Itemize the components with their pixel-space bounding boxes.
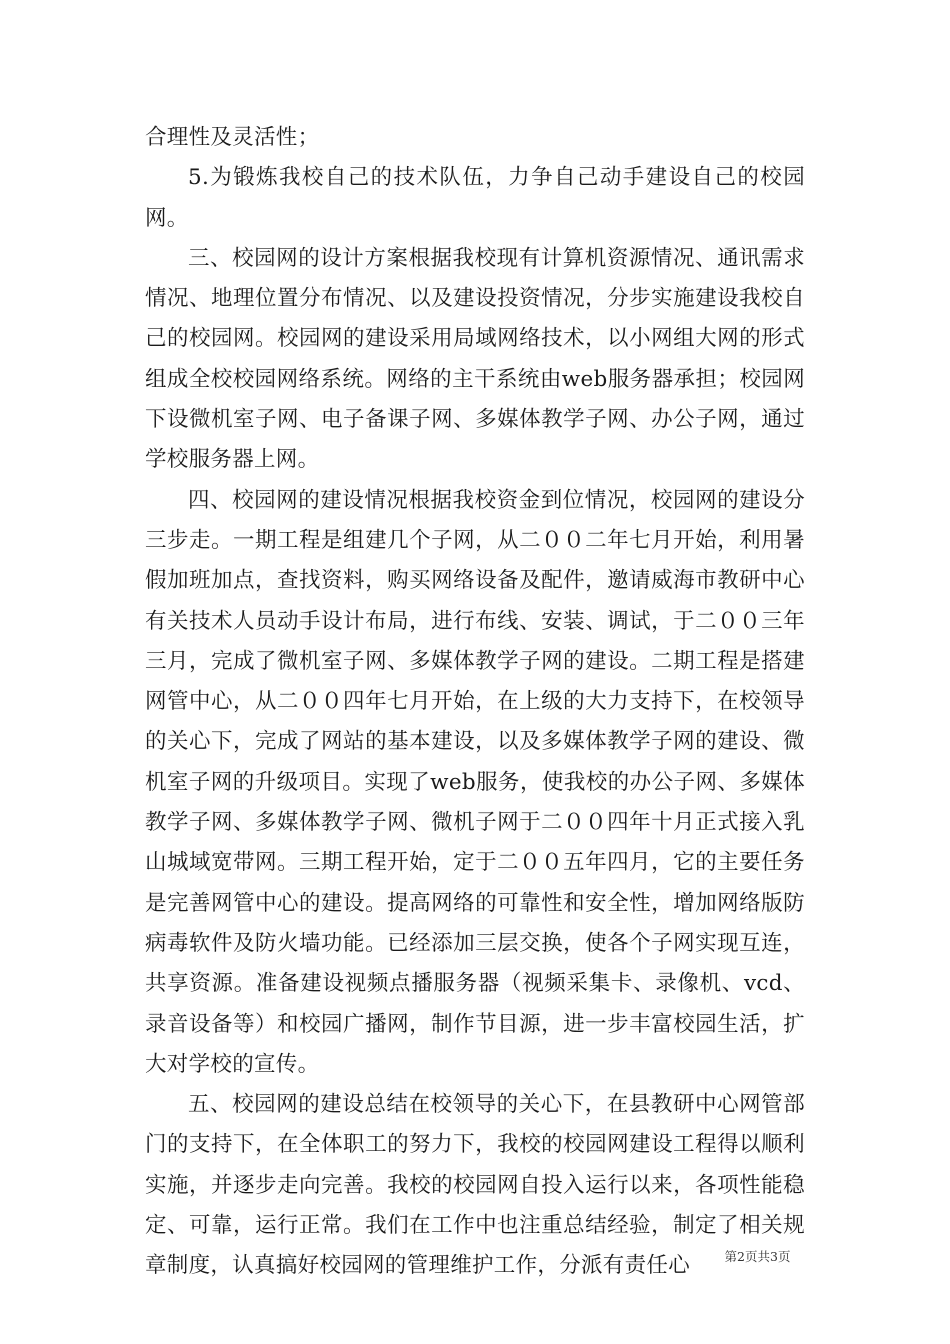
paragraph-section-3: 三、校园网的设计方案根据我校现有计算机资源情况、通讯需求情况、地理位置分布情况、以及建设投资情况，分步实施建设我校自己的校园网。校园网的建设采用局域网络技术，以小网组大网的形式组成全校校园网络系统。网络的主干系统由web服务器承担；校园网下设微机室子网、电子备课子网、多媒体教学子网、办公子网，通过学校服务器上网。 — [145, 245, 805, 473]
paragraph-section-5: 五、校园网的建设总结在校领导的关心下，在县教研中心网管部门的支持下，在全体职工的努力下，我校的校园网建设工程得以顺利实施，并逐步走向完善。我校的校园网自投入运行以来，各项性能稳定、可靠，运行正常。我们在工作中也注重总结经验，制定了相关规章制度，认真搞好校园网的管理维护工作，分派有责任心 — [145, 1092, 805, 1279]
page-number: 第2页共3页 — [724, 1249, 791, 1264]
document-body — [145, 118, 805, 1287]
page-footer — [0, 1246, 950, 1265]
paragraph-item-5: 5.为锻炼我校自己的技术队伍，力争自己动手建设自己的校园网。 — [145, 165, 805, 231]
paragraph-continued: 合理性及灵活性； — [145, 125, 320, 150]
paragraph-section-4: 四、校园网的建设情况根据我校资金到位情况，校园网的建设分三步走。一期工程是组建几个子网，从二００二年七月开始，利用暑假加班加点，查找资料，购买网络设备及配件，邀请威海市教研中心有关技术人员动手设计布局，进行布线、安装、调试，于二００三年三月，完成了微机室子网、多媒体教学子网的建设。二期工程是搭建网管中心，从二００四年七月开始，在上级的大力支持下，在校领导的关心下，完成了网站的基本建设，以及多媒体教学子网的建设、微机室子网的升级项目。实现了web服务，使我校的办公子网、多媒体教学子网、多媒体教学子网、微机子网于二００四年十月正式接入乳山城域宽带网。三期工程开始，定于二００五年四月，它的主要任务是完善网管中心的建设。提高网络的可靠性和安全性，增加网络版防病毒软件及防火墙功能。已经添加三层交换，使各个子网实现互连，共享资源。准备建设视频点播服务器（视频采集卡、录像机、vcd、录音设备等）和校园广播网，制作节目源，进一步丰富校园生活，扩大对学校的宣传。 — [145, 487, 805, 1077]
